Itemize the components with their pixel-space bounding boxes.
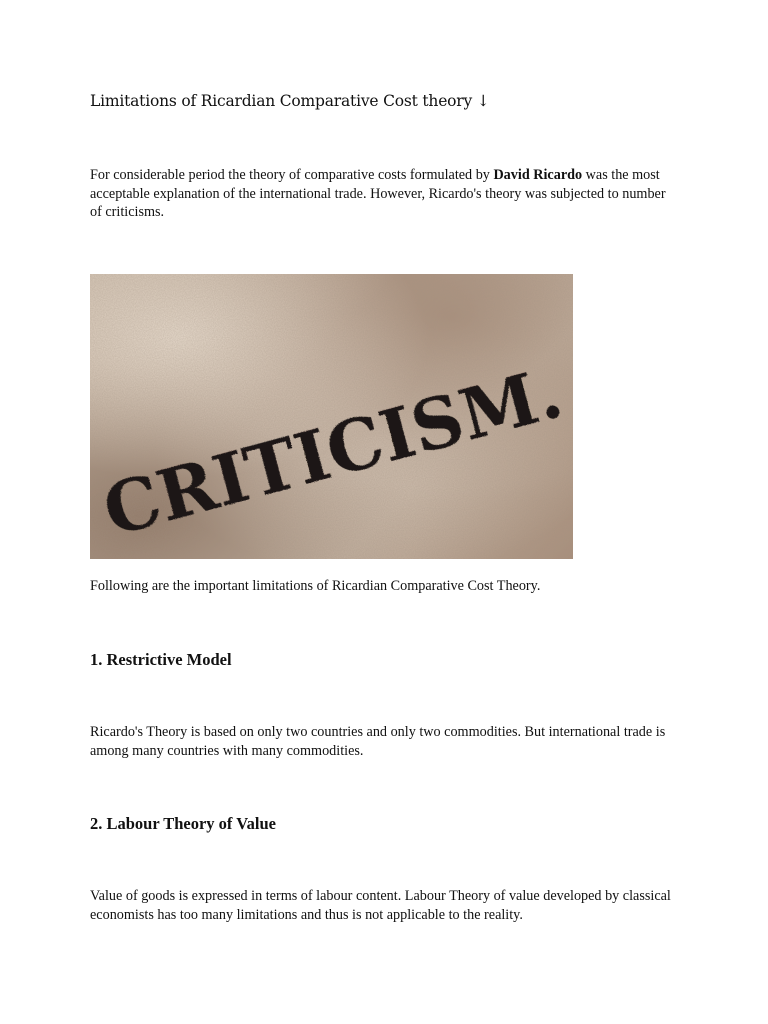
author-name: David Ricardo [493,167,583,183]
intro-text-before-name: For considerable period the theory of comparative costs formulated by [90,167,494,183]
intro-paragraph [90,166,680,222]
section-heading-restrictive-model: 1. Restrictive Model [90,650,232,669]
criticism-photo [90,274,573,559]
section-body-restrictive-model: Ricardo's Theory is based on only two countries and only two commodities. But international trade is among many countries with many commodities. [90,724,666,759]
page-title: Limitations of Ricardian Comparative Cost theory ↓ [90,92,490,110]
section-body-labour-theory: Value of goods is expressed in terms of labour content. Labour Theory of value developed by classical economists has too many limitations and thus is not applicable to the reality. [90,888,671,923]
lead-in-paragraph: Following are the important limitations of Ricardian Comparative Cost Theory. [90,578,541,594]
criticism-photo-art [90,274,573,559]
criticism-word: CRITICISM. [94,349,573,553]
intro-text-after-name: was the most acceptable explanation of the international trade. However, Ricardo's theory was subjected to number of criticisms. [90,167,666,220]
section-heading-labour-theory: 2. Labour Theory of Value [90,814,276,833]
